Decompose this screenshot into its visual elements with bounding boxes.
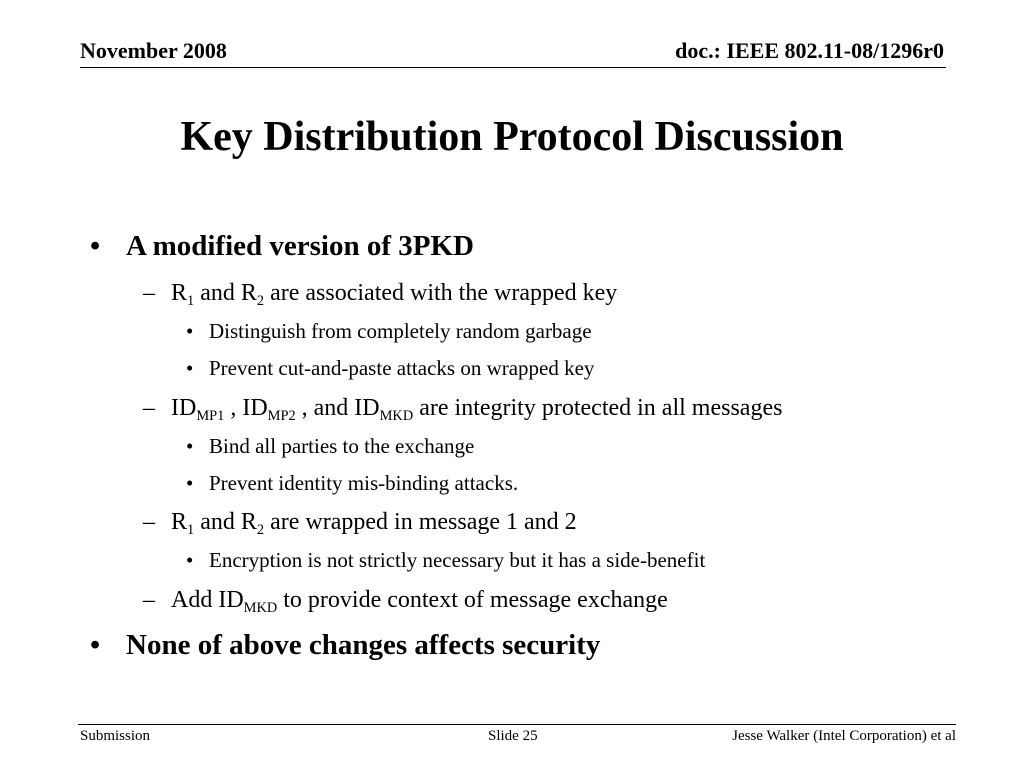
bullet-icon: •: [186, 548, 194, 572]
bullet-level3-text: Encryption is not strictly necessary but it has a side-benefit: [209, 548, 706, 572]
header-doc-id: doc.: IEEE 802.11-08/1296r0: [675, 38, 944, 63]
bullet-level3-text: Bind all parties to the exchange: [209, 434, 475, 458]
footer-divider: [78, 724, 956, 725]
dash-icon: –: [143, 280, 155, 306]
header-date: November 2008: [80, 38, 227, 63]
bullet-icon: •: [186, 319, 194, 343]
bullet-level1-text: None of above changes affects security: [126, 629, 601, 661]
footer-submission: Submission: [80, 728, 151, 744]
bullet-level1-text: A modified version of 3PKD: [126, 230, 474, 262]
header-divider: [80, 67, 946, 68]
bullet-level2-text: Add $ID_{MKD}$ to provide context of message exchange: [171, 587, 668, 617]
dash-icon: –: [143, 509, 155, 535]
footer-slide-number: Slide 25: [488, 728, 538, 744]
bullet-icon: •: [186, 471, 194, 495]
bullet-level3-text: Prevent identity mis-binding attacks.: [209, 471, 519, 495]
slide-title: Key Distribution Protocol Discussion: [180, 114, 844, 160]
bullet-icon: •: [90, 629, 101, 661]
dash-icon: –: [143, 587, 155, 613]
bullet-icon: •: [186, 356, 194, 380]
bullet-level2-text: $R_1$ and $R_2$ are wrapped in message 1 and 2: [171, 509, 577, 539]
bullet-level2-text: $ID_{MP1}$ , $ID_{MP2}$ , and $ID_{MKD}$ are integrity protected in all messages: [171, 395, 783, 425]
bullet-level2-text: $R_1$ and $R_2$ are associated with the wrapped key: [171, 280, 618, 310]
bullet-level3-text: Prevent cut-and-paste attacks on wrapped key: [209, 356, 595, 380]
bullet-icon: •: [186, 434, 194, 458]
bullet-icon: •: [90, 230, 101, 262]
dash-icon: –: [143, 395, 155, 421]
bullet-level3-text: Distinguish from completely random garbage: [209, 319, 592, 343]
footer-author: Jesse Walker (Intel Corporation) et al: [732, 728, 956, 744]
